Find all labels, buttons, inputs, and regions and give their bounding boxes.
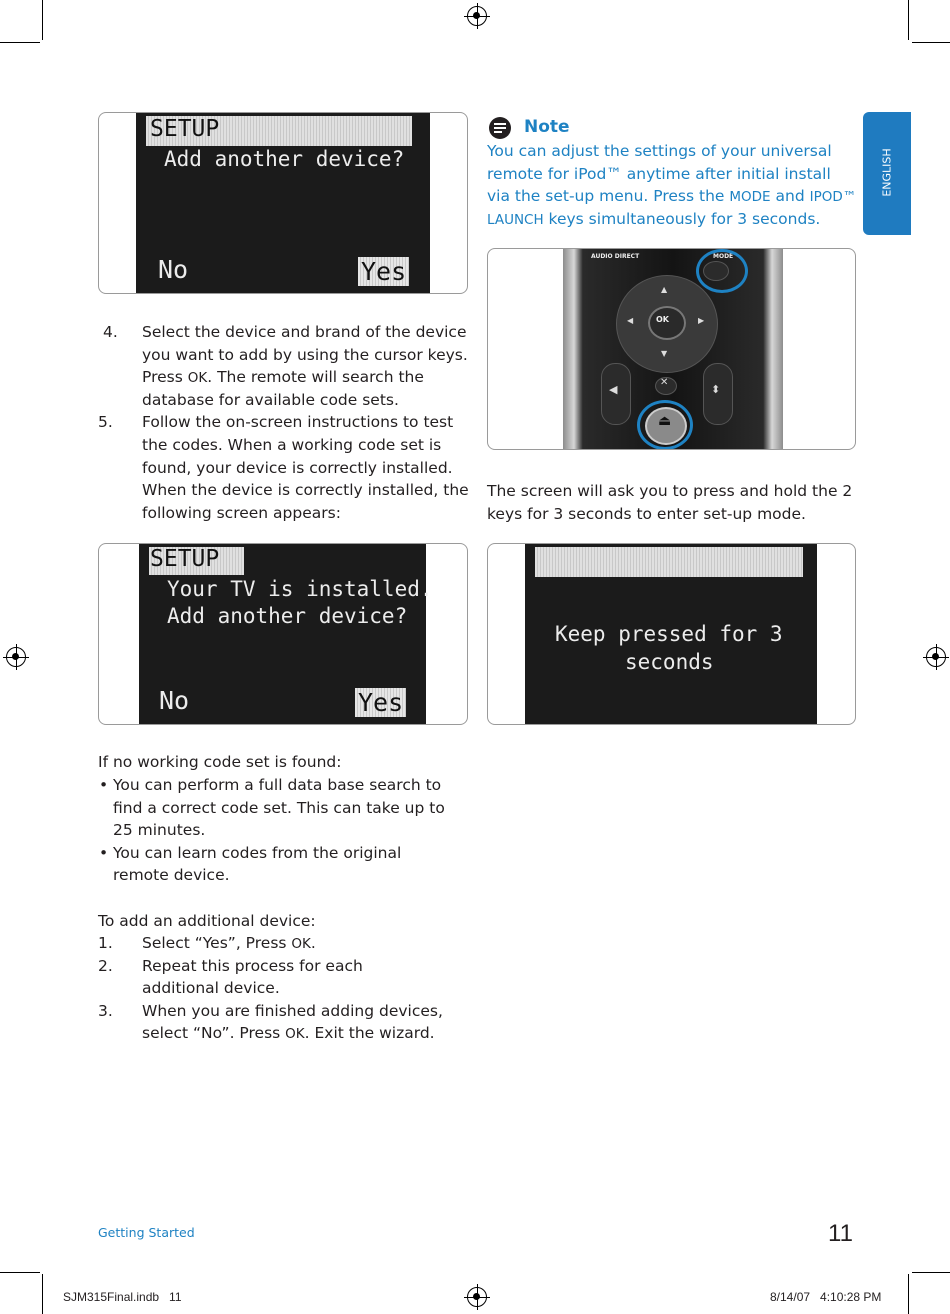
registration-mark-icon [467, 1287, 487, 1307]
screen-panel-installed [98, 543, 468, 725]
lcd-screen [136, 113, 430, 293]
key-name: OK [187, 370, 208, 387]
language-tab-label: ENGLISH [880, 148, 894, 197]
bullet-text: You can learn codes from the original [113, 843, 402, 862]
highlight-ring-ipod [637, 400, 693, 450]
lcd-screen [139, 544, 433, 724]
step-text: select “No”. Press OK. Exit the wizard. [142, 1024, 435, 1043]
language-tab [863, 112, 911, 235]
lcd-header-text: SETUP [150, 546, 220, 572]
lcd-no-key: No [159, 686, 190, 715]
crop-mark [0, 42, 40, 43]
lcd-yes-key: Yes [358, 257, 409, 286]
lcd-prompt-text: Add another device? [167, 604, 408, 628]
note-line: via the set-up menu. Press the MODE and IPOD™ [487, 187, 857, 206]
arrow-left-icon: ◀ [627, 316, 634, 325]
mute-icon: ✕ [660, 377, 669, 388]
crop-mark [0, 1272, 40, 1273]
step-number: 3. [98, 1001, 113, 1020]
key-name: OK [291, 936, 311, 952]
step-text: Follow the on-screen instructions to test [142, 413, 454, 432]
lcd-installed-text: Your TV is installed. [167, 577, 433, 601]
lcd-screen [525, 544, 817, 724]
ok-label: OK [656, 315, 669, 324]
remote-photo-panel [487, 248, 856, 450]
remote-label-mode: MODE [713, 253, 734, 260]
bullet-text: find a correct code set. This can take up to [113, 798, 445, 817]
step-number: 1. [98, 934, 113, 952]
step-text: the codes. When a working code set is [142, 436, 442, 454]
crop-mark [42, 1274, 43, 1314]
step-text: When you are finished adding devices, [142, 1001, 443, 1020]
arrow-right-icon: ▶ [698, 316, 705, 325]
step-number: 4. [103, 323, 118, 341]
step-text: additional device. [142, 979, 280, 998]
page-number: 11 [828, 1220, 853, 1247]
volume-icon: ◀ [609, 383, 618, 396]
registration-mark-icon [467, 6, 487, 26]
bullet-text: 25 minutes. [113, 821, 206, 840]
screen-panel-keep-pressed [487, 543, 856, 725]
step-text: database for available code sets. [142, 390, 399, 409]
step-text: Select the device and brand of the device [142, 323, 467, 341]
lcd-seconds-text: seconds [625, 650, 714, 674]
print-timestamp: 8/14/07 4:10:28 PM [770, 1290, 882, 1304]
lcd-prompt-text: Add another device? [164, 147, 405, 171]
note-icon [489, 117, 511, 139]
key-name: IPOD™ [809, 189, 857, 206]
footer-section: Getting Started [98, 1225, 195, 1240]
step-text: Select “Yes”, Press OK. [142, 934, 316, 952]
step-number: 2. [98, 956, 113, 975]
lcd-no-key: No [158, 255, 189, 284]
highlight-ring-mode [696, 249, 748, 293]
note-title: Note [524, 117, 570, 137]
key-name: MODE [729, 189, 771, 206]
remote-label-audio-direct: AUDIO DIRECT [591, 253, 640, 260]
lcd-yes-key: Yes [355, 688, 406, 717]
key-name: LAUNCH [487, 211, 544, 228]
registration-mark-icon [926, 647, 946, 667]
hold-line: The screen will ask you to press and hold the 2 [487, 482, 853, 500]
bullet-text: remote device. [113, 866, 230, 885]
registration-mark-icon [6, 647, 26, 667]
step-text: following screen appears: [142, 503, 341, 522]
crop-mark [912, 42, 950, 43]
step-number: 5. [98, 413, 113, 432]
step-text: Repeat this process for each [142, 956, 363, 975]
note-line: LAUNCH keys simultaneously for 3 seconds. [487, 209, 821, 228]
note-line: You can adjust the settings of your universal [487, 142, 832, 160]
note-line: remote for iPod™ anytime after initial install [487, 164, 831, 183]
lcd-header-text: SETUP [150, 116, 220, 142]
print-file-name: SJM315Final.indb 11 [63, 1290, 182, 1304]
bullet-icon: • [99, 843, 109, 862]
ipod-icon: ⏏ [658, 413, 672, 429]
crop-mark [908, 0, 909, 40]
step-text: found, your device is correctly installed. [142, 458, 453, 477]
bullet-text: You can perform a full data base search to [113, 776, 442, 794]
crop-mark [912, 1272, 950, 1273]
channel-icon: ⬍ [711, 383, 721, 396]
arrow-down-icon: ▼ [661, 349, 668, 358]
step-text: When the device is correctly installed, the [142, 481, 469, 500]
arrow-up-icon: ▲ [661, 285, 668, 294]
no-code-intro: If no working code set is found: [98, 753, 342, 771]
screen-panel-add-another [98, 112, 468, 294]
additional-intro: To add an additional device: [98, 912, 316, 930]
crop-mark [42, 0, 43, 40]
bullet-icon: • [99, 776, 109, 794]
key-name: OK [285, 1026, 305, 1043]
crop-mark [908, 1274, 909, 1314]
lcd-header-bar [535, 547, 803, 577]
hold-line: keys for 3 seconds to enter set-up mode. [487, 504, 806, 523]
step-text: Press OK. The remote will search the [142, 368, 424, 387]
lcd-keep-text: Keep pressed for 3 [555, 622, 783, 646]
step-text: you want to add by using the cursor keys. [142, 345, 468, 364]
